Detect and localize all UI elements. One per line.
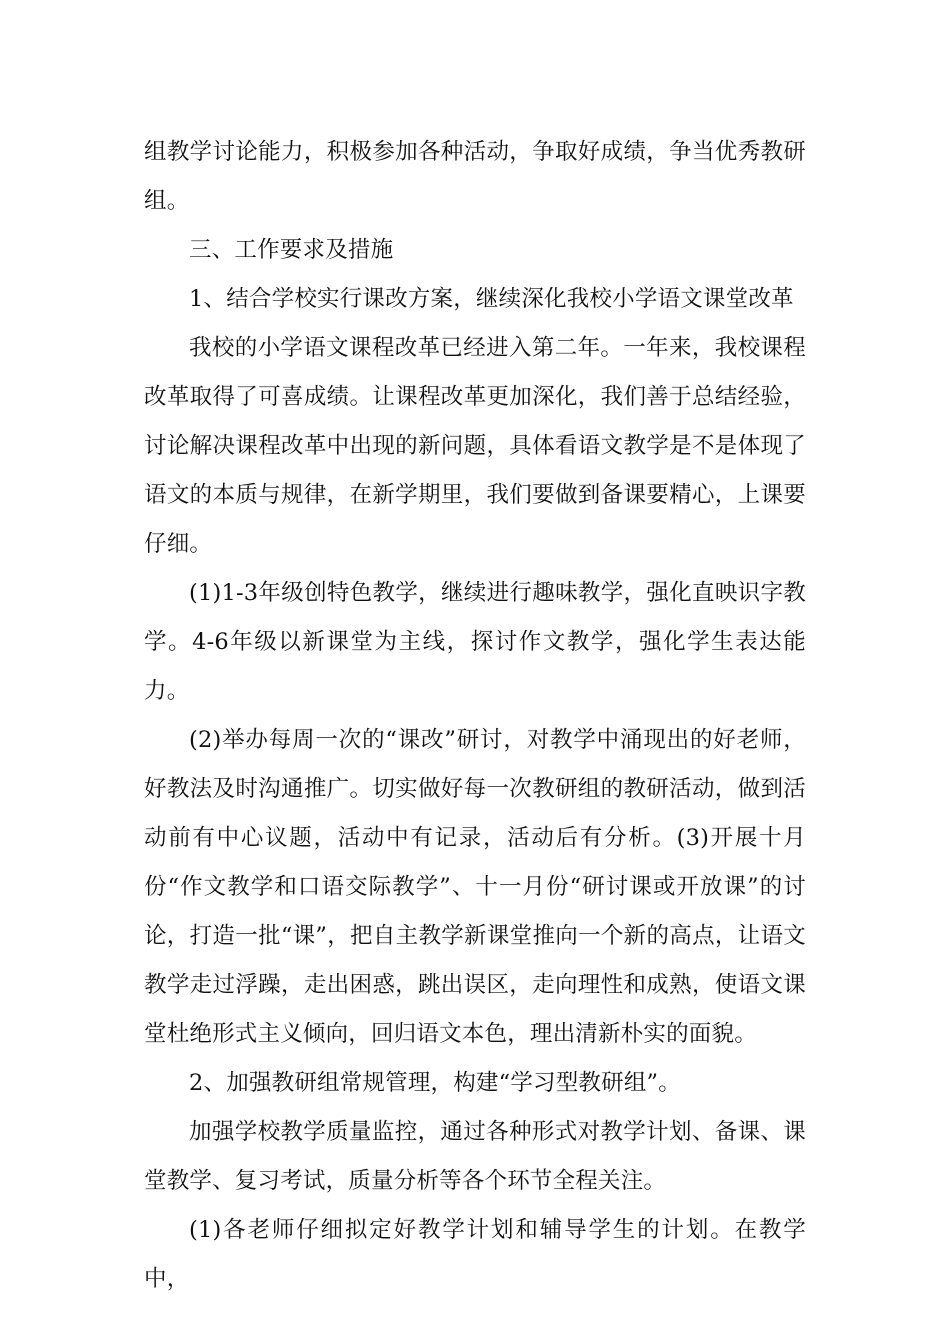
subsection-heading: 1、结合学校实行课改方案，继续深化我校小学语文课堂改革 [189, 286, 794, 312]
paragraph: 加强学校教学质量监控，通过各种形式对教学计划、备课、课堂教学、复习考试，质量分析等各个环节全程关注。 [144, 1119, 806, 1194]
section-heading: 三、工作要求及措施 [189, 237, 394, 263]
subsection-heading: 2、加强教研组常规管理，构建“学习型教研组”。 [189, 1070, 681, 1096]
paragraph: (1)各老师仔细拟定好教学计划和辅导学生的计划。在教学中， [144, 1217, 806, 1292]
paragraph: 我校的小学语文课程改革已经进入第二年。一年来，我校课程改革取得了可喜成绩。让课程改革更加深化，我们善于总结经验，讨论解决课程改革中出现的新问题，具体看语文教学是不是体现了语文的本质与规律，在新学期里，我们要做到备课要精心，上课要仔细。 [144, 335, 806, 557]
document-body [144, 128, 806, 1304]
paragraph: (2)举办每周一次的“课改”研讨，对教学中涌现出的好老师，好教法及时沟通推广。切实做好每一次教研组的教研活动，做到活动前有中心议题，活动中有记录，活动后有分析。(3)开展十月份“作文教学和口语交际教学”、十一月份“研讨课或开放课”的讨论，打造一批“课”，把自主教学新课堂推向一个新的高点，让语文教学走过浮躁，走出困惑，跳出误区，走向理性和成熟，使语文课堂杜绝形式主义倾向，回归语文本色，理出清新朴实的面貌。 [144, 727, 806, 1047]
paragraph: (1)1-3年级创特色教学，继续进行趣味教学，强化直映识字教学。4-6年级以新课堂为主线，探讨作文教学，强化学生表达能力。 [144, 580, 806, 704]
paragraph-continuation: 组教学讨论能力，积极参加各种活动，争取好成绩，争当优秀教研组。 [144, 139, 806, 214]
